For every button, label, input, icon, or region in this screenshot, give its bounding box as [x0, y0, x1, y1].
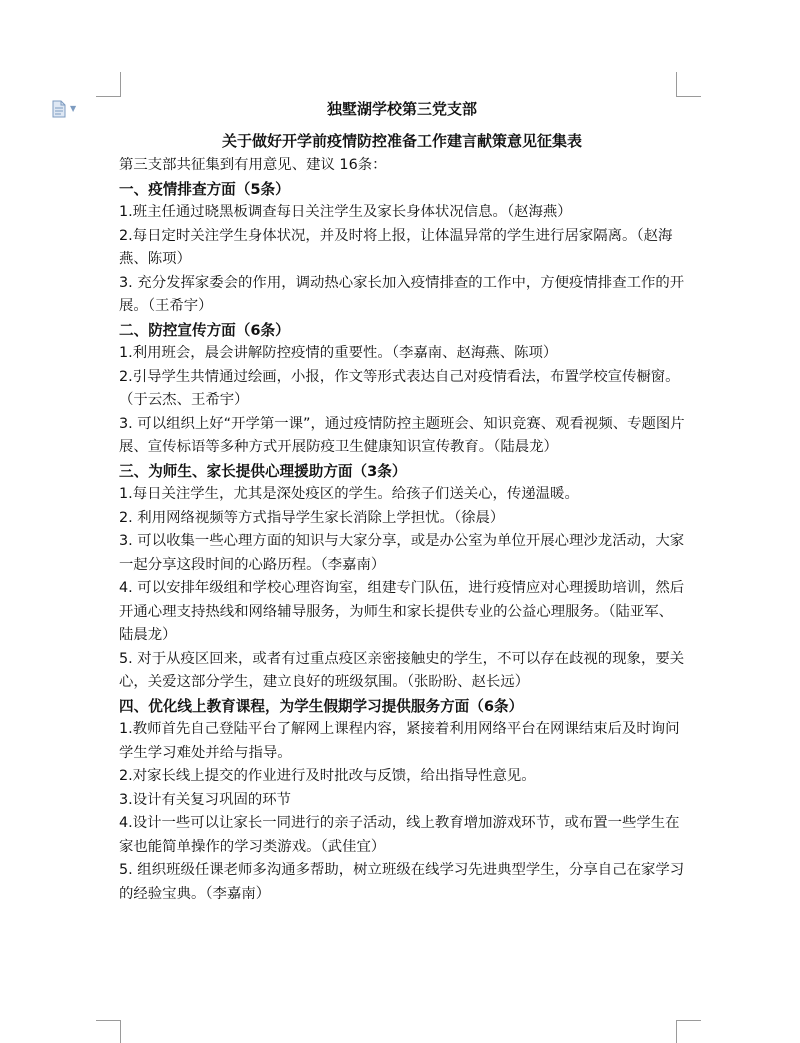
section-heading: 四、优化线上教育课程，为学生假期学习提供服务方面（6条） [119, 697, 524, 715]
list-item: 5. 组织班级任课老师多沟通多帮助，树立班级在线学习先进典型学生，分享自己在家学习的经验宝典。（李嘉南） [119, 862, 685, 902]
section-heading: 一、疫情排查方面（5条） [119, 180, 290, 198]
list-item: 2. 利用网络视频等方式指导学生家长消除上学担忧。（徐晨） [119, 509, 505, 526]
list-item: 1.班主任通过晓黑板调查每日关注学生及家长身体状况信息。（赵海燕） [119, 204, 572, 220]
list-item: 2.引导学生共情通过绘画，小报，作文等形式表达自己对疫情看法，布置学校宣传橱窗。（于云杰、王希宇） [119, 368, 680, 408]
list-item: 4. 可以安排年级组和学校心理咨询室，组建专门队伍，进行疫情应对心理援助培训，然后开通心理支持热线和网络辅导服务，为师生和家长提供专业的公益心理服务。（陆亚军、陆晨龙） [119, 580, 685, 643]
section-heading: 三、为师生、家长提供心理援助方面（3条） [119, 462, 407, 480]
intro-text: 第三支部共征集到有用意见、建议 16条： [119, 157, 387, 173]
list-item: 2.每日定时关注学生身体状况，并及时将上报，让体温异常的学生进行居家隔离。（赵海燕、陈项） [119, 227, 673, 267]
document-subtitle: 关于做好开学前疫情防控准备工作建言献策意见征集表 [221, 132, 582, 150]
document-body [119, 98, 685, 906]
list-item: 1.教师首先自己登陆平台了解网上课程内容，紧接着利用网络平台在网课结束后及时询问学生学习难处并给与指导。 [119, 721, 680, 761]
list-item: 3. 可以组织上好“开学第一课”，通过疫情防控主题班会、知识竞赛、观看视频、专题图片展、宣传标语等多种方式开展防疫卫生健康知识宣传教育。（陆晨龙） [119, 415, 685, 455]
list-item: 3. 可以收集一些心理方面的知识与大家分享，或是办公室为单位开展心理沙龙活动，大家一起分享这段时间的心路历程。（李嘉南） [119, 533, 685, 573]
list-item: 1.每日关注学生，尤其是深处疫区的学生。给孩子们送关心，传递温暖。 [119, 486, 579, 502]
list-item: 3. 充分发挥家委会的作用，调动热心家长加入疫情排查的工作中，方便疫情排查工作的开展。（王希宇） [119, 274, 685, 314]
list-item: 5. 对于从疫区回来，或者有过重点疫区亲密接触史的学生，不可以存在歧视的现象，要关心，关爱这部分学生，建立良好的班级氛围。（张盼盼、赵长远） [119, 650, 685, 690]
page-margin-corner-top-left [96, 72, 121, 97]
list-item: 2.对家长线上提交的作业进行及时批改与反馈，给出指导性意见。 [119, 768, 536, 784]
list-item: 1.利用班会，晨会讲解防控疫情的重要性。（李嘉南、赵海燕、陈项） [119, 345, 558, 361]
document-icon[interactable] [52, 100, 66, 118]
section-heading: 二、防控宣传方面（6条） [119, 321, 290, 339]
page-margin-corner-bottom-right [676, 1020, 701, 1043]
list-item: 3.设计有关复习巩固的环节 [119, 791, 292, 808]
page-margin-corner-top-right [676, 72, 701, 97]
chevron-down-icon[interactable]: ▼ [70, 104, 77, 113]
list-item: 4.设计一些可以让家长一同进行的亲子活动，线上教育增加游戏环节，或布置一些学生在家也能简单操作的学习类游戏。（武佳宜） [119, 815, 680, 855]
page-margin-corner-bottom-left [96, 1020, 121, 1043]
document-title: 独墅湖学校第三党支部 [326, 100, 477, 118]
